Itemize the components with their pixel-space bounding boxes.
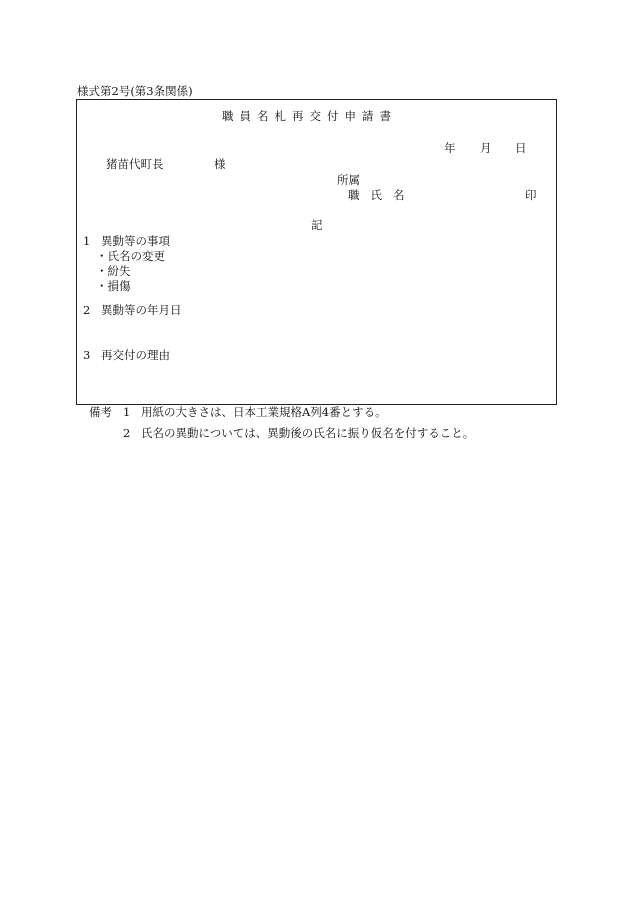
- date-year-label: 年: [444, 141, 456, 155]
- item-number: 1: [83, 234, 91, 248]
- item-number: 3: [83, 348, 91, 362]
- department-label: 所属: [337, 173, 360, 187]
- item-number: 2: [83, 303, 91, 317]
- addressee: 猪苗代町長: [106, 157, 164, 171]
- item-title: 異動等の年月日: [101, 303, 182, 317]
- staff-name-label: 職氏名: [348, 188, 416, 202]
- note-number: 1: [123, 405, 131, 419]
- date-month-label: 月: [480, 141, 492, 155]
- form-title: 職員名札再交付申請書: [222, 109, 397, 123]
- note-number: 2: [123, 426, 131, 440]
- note-text: 用紙の大きさは、日本工業規格A列4番とする。: [141, 405, 387, 419]
- note-text: 氏名の異動については、異動後の氏名に振り仮名を付すること。: [141, 426, 475, 440]
- item-option: ・損傷: [96, 279, 131, 293]
- honorific: 様: [214, 157, 226, 171]
- form-number-label: 様式第2号(第3条関係): [77, 84, 193, 98]
- notes-heading: 備考: [89, 405, 112, 419]
- item-title: 異動等の事項: [101, 234, 170, 248]
- seal-label: 印: [525, 188, 537, 202]
- item-option: ・氏名の変更: [96, 249, 165, 263]
- ki-heading: 記: [311, 218, 323, 232]
- item-option: ・紛失: [96, 264, 131, 278]
- date-day-label: 日: [515, 141, 527, 155]
- item-title: 再交付の理由: [101, 348, 170, 362]
